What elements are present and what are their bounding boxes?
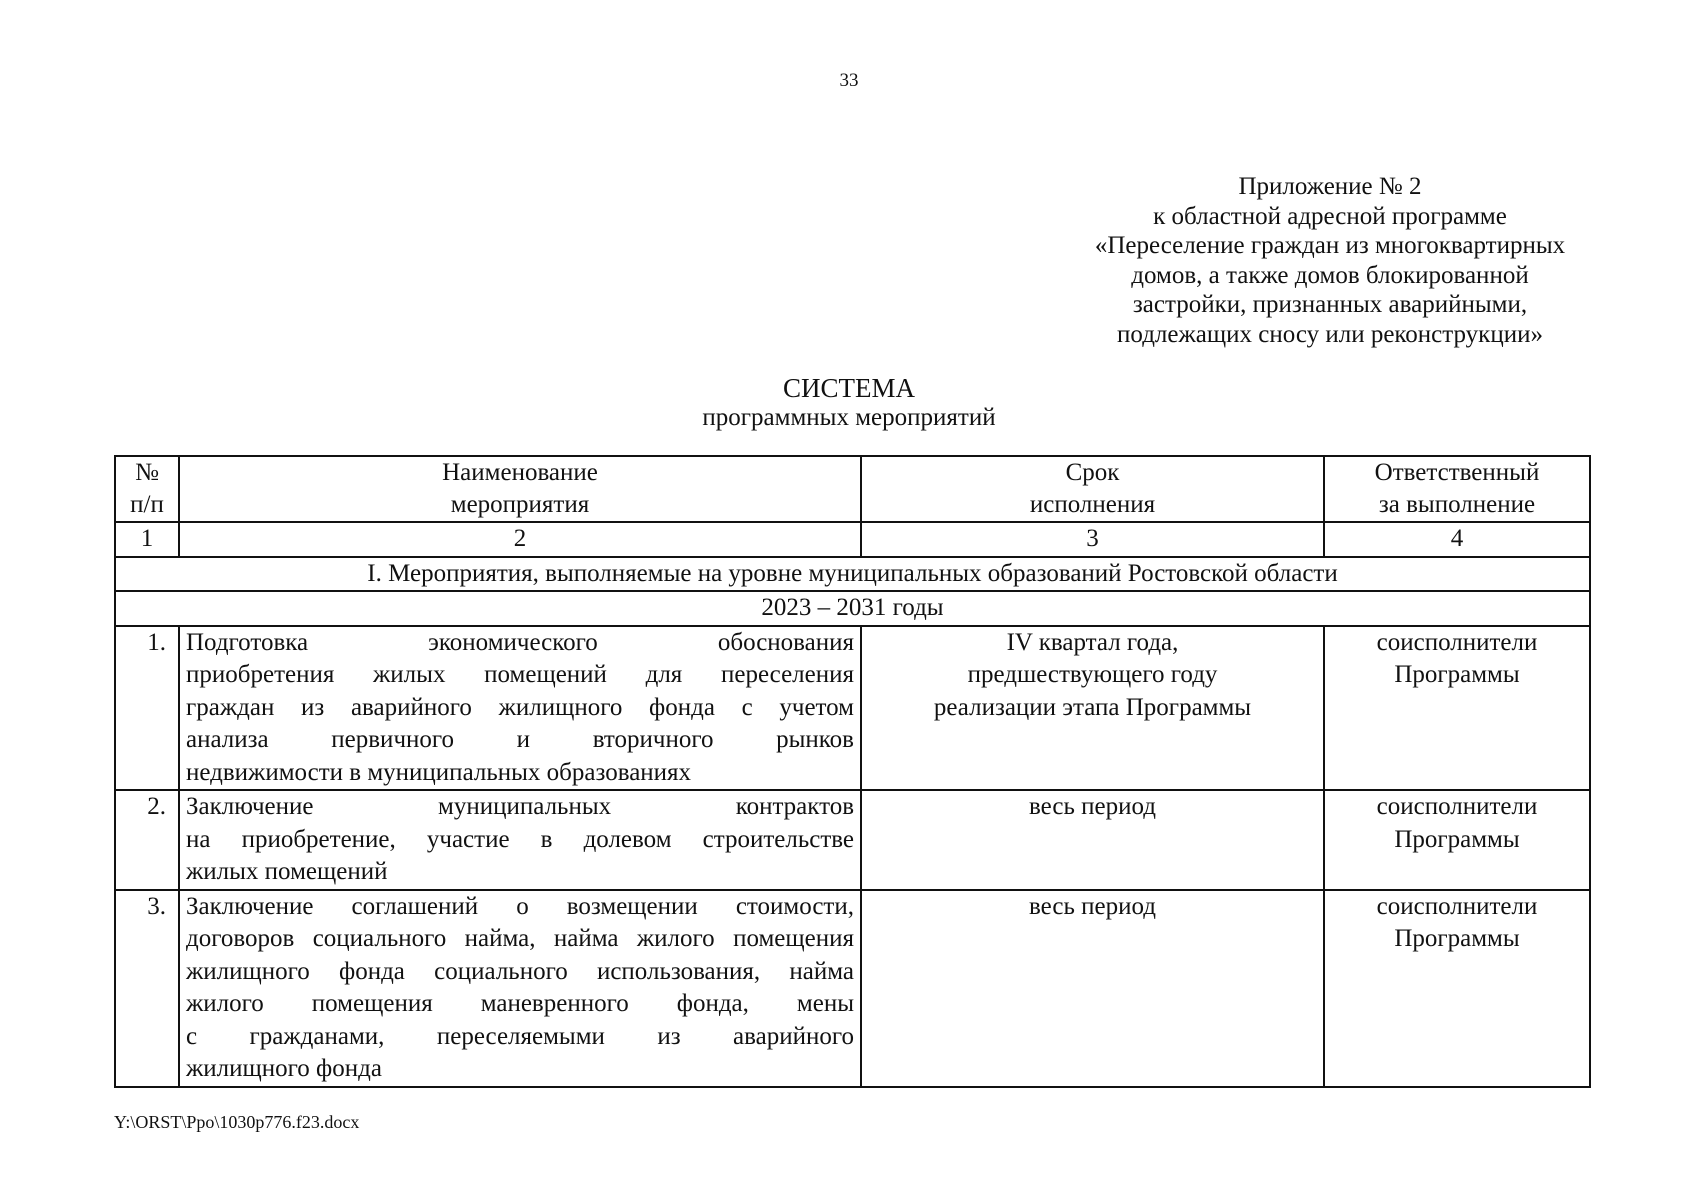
section-title: I. Мероприятия, выполняемые на уровне муниципальных образований Ростовской области xyxy=(115,557,1590,592)
program-table xyxy=(114,455,1591,1088)
appendix-block xyxy=(1025,172,1635,349)
header-responsible: Ответственный за выполнение xyxy=(1324,456,1590,522)
title-sub: программных мероприятий xyxy=(702,404,996,431)
row-responsible: соисполнители Программы xyxy=(1324,790,1590,890)
row-responsible: соисполнители Программы xyxy=(1324,890,1590,1087)
column-number: 1 xyxy=(115,522,179,557)
appendix-line: застройки, признанных аварийными, xyxy=(1132,291,1528,318)
column-number: 2 xyxy=(179,522,861,557)
appendix-line: к областной адресной программе xyxy=(1153,202,1507,230)
column-number-row xyxy=(115,522,1590,557)
appendix-line: Приложение № 2 xyxy=(1238,173,1422,200)
table-header-row xyxy=(115,456,1590,522)
title-main: СИСТЕМА xyxy=(782,373,915,403)
section-row xyxy=(115,557,1590,592)
table-row xyxy=(115,890,1590,1087)
row-name: Подготовка экономического обоснования приобретения жилых помещений для переселения граждан из аварийного жилищного фонда с учетом анализа первичного и вторичного рынков недвижимости в муниципальных образованиях xyxy=(179,626,861,791)
column-number: 4 xyxy=(1324,522,1590,557)
row-name: Заключение муниципальных контрактов на приобретение, участие в долевом строительстве жилых помещений xyxy=(179,790,861,890)
row-number: 3. xyxy=(115,890,179,1087)
appendix-line: подлежащих сносу или реконструкции» xyxy=(1117,320,1543,348)
period-row xyxy=(115,591,1590,626)
table-row xyxy=(115,626,1590,791)
appendix-line: «Переселение граждан из многоквартирных xyxy=(1094,232,1566,259)
row-number: 1. xyxy=(115,626,179,791)
column-number: 3 xyxy=(861,522,1324,557)
appendix-line: домов, а также домов блокированной xyxy=(1131,261,1529,289)
header-number: № п/п xyxy=(115,456,179,522)
period-title: 2023 – 2031 годы xyxy=(115,591,1590,626)
page-number: 33 xyxy=(839,70,859,91)
row-term: весь период xyxy=(861,790,1324,890)
row-term: IV квартал года, предшествующего году реализации этапа Программы xyxy=(861,626,1324,791)
document-title xyxy=(0,374,1698,432)
table-row xyxy=(115,790,1590,890)
row-term: весь период xyxy=(861,890,1324,1087)
file-path-footer: Y:\ORST\Ppo\1030p776.f23.docx xyxy=(114,1112,360,1132)
row-number: 2. xyxy=(115,790,179,890)
row-name: Заключение соглашений о возмещении стоимости, договоров социального найма, найма жилого помещения жилищного фонда социального использования, найма жилого помещения маневренного фонда, мены с гражданами, переселяемыми из аварийного жилищного фонда xyxy=(179,890,861,1087)
header-term: Срок исполнения xyxy=(861,456,1324,522)
header-name: Наименование мероприятия xyxy=(179,456,861,522)
row-responsible: соисполнители Программы xyxy=(1324,626,1590,791)
